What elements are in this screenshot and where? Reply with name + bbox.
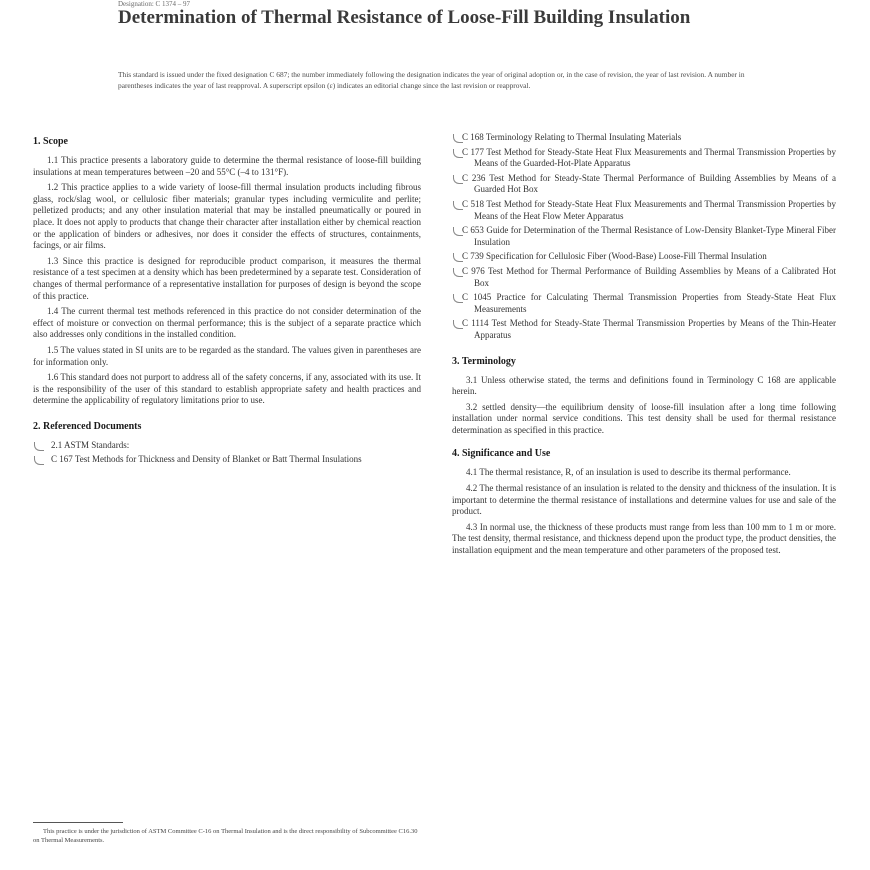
scope-paragraph: 1.2 This practice applies to a wide variety of loose-fill thermal insulation products including fibrous glass, rock/slag wool, or cellulosic fiber materials; granular types including vermiculite and perlite; pelletized products; and any other insulation material that may be installed pneumatically or poured in place. It does not apply to products that change their character after installation either by chemical reaction or the application of binders or adhesives, nor does it consider the effects of structures, containments, facings, or air films. bbox=[33, 182, 421, 251]
referenced-documents-continued bbox=[452, 132, 836, 342]
referenced-documents-list bbox=[33, 440, 421, 466]
terminology-paragraph: 3.2 settled density—the equilibrium density of loose-fill insulation after a long time following installation under normal service conditions. This test density shall be used for thermal resistance determination as specified in this practice. bbox=[452, 401, 836, 435]
reference-text: 2.1 ASTM Standards: bbox=[51, 439, 130, 450]
significance-paragraph: 4.2 The thermal resistance of an insulation is related to the density and thickness of the insulation. It is important to determine the thermal resistance of installations and determine values for use and sale of the product. bbox=[452, 483, 836, 517]
reference-item bbox=[452, 266, 836, 289]
reference-text: C 1114 Test Method for Steady-State Thermal Transmission Properties by Means of the Thin-Heater Apparatus bbox=[462, 318, 836, 340]
reference-item bbox=[452, 147, 836, 170]
section-heading-terminology: 3. Terminology bbox=[452, 355, 516, 367]
change-bar-icon bbox=[453, 253, 463, 262]
scope-paragraph: 1.1 This practice presents a laboratory guide to determine the thermal resistance of loose-fill building insulations at mean temperatures between –20 and 55°C (–4 to 131°F). bbox=[33, 155, 421, 177]
reference-text: C 1045 Practice for Calculating Thermal Transmission Properties from Steady-State Heat Flux Measurements bbox=[462, 292, 836, 314]
reference-text: C 168 Terminology Relating to Thermal Insulating Materials bbox=[462, 132, 682, 142]
significance-paragraph: 4.1 The thermal resistance, R, of an insulation is used to describe its thermal performance. bbox=[466, 467, 791, 478]
change-bar-icon bbox=[453, 294, 463, 303]
reference-item bbox=[452, 225, 836, 248]
reference-item bbox=[33, 454, 421, 466]
reference-item bbox=[452, 199, 836, 222]
reference-item bbox=[452, 251, 836, 263]
change-bar-icon bbox=[453, 320, 463, 329]
section-heading-significance: 4. Significance and Use bbox=[452, 448, 551, 460]
scope-paragraph: 1.5 The values stated in SI units are to be regarded as the standard. The values given in parentheses are for information only. bbox=[33, 344, 421, 367]
footnote: This practice is under the jurisdiction of ASTM Committee C-16 on Thermal Insulation and is the direct responsibility of Subcommittee C16.30 on Thermal Measurements. bbox=[33, 828, 418, 844]
standard-notice: This standard is issued under the fixed designation C 687; the number immediately following the designation indicates the year of original adoption or, in the case of revision, the year of last revision. A number in parentheses indicates the year of last reapproval. A superscript epsilon (ε) indicates an editorial change since the last revision or reapproval. bbox=[118, 70, 745, 90]
reference-text: C 976 Test Method for Thermal Performance of Building Assemblies by Means of a Calibrated Hot Box bbox=[462, 265, 836, 288]
reference-text: C 167 Test Methods for Thickness and Density of Blanket or Batt Thermal Insulations bbox=[51, 454, 362, 465]
reference-item bbox=[452, 318, 836, 341]
significance-paragraph: 4.3 In normal use, the thickness of these products must range from less than 100 mm to 1 m or more. The test density, thermal resistance, and thickness depend upon the product type, the product densities, the installation equipment and the mean temperature and other parameters of the proposed test. bbox=[452, 521, 836, 556]
change-bar-icon bbox=[453, 268, 463, 277]
change-bar-icon bbox=[453, 201, 463, 210]
scope-paragraph: 1.6 This standard does not purport to address all of the safety concerns, if any, associated with its use. It is the responsibility of the user of this standard to establish appropriate safety and health practices and determine the applicability of regulatory limitations prior to use. bbox=[33, 372, 421, 406]
designation-line: Designation: C 1374 – 97 bbox=[118, 0, 190, 8]
reference-item bbox=[452, 292, 836, 315]
footnote-rule bbox=[33, 822, 123, 823]
right-column bbox=[452, 132, 836, 561]
change-bar-icon bbox=[34, 456, 44, 465]
reference-item bbox=[33, 440, 421, 452]
reference-text: C 739 Specification for Cellulosic Fiber (Wood-Base) Loose-Fill Thermal Insulation bbox=[462, 251, 767, 262]
left-column bbox=[33, 132, 421, 469]
change-bar-icon bbox=[34, 442, 44, 451]
document-title: Determination of Thermal Resistance of Loose-Fill Building Insulation bbox=[118, 7, 691, 28]
change-bar-icon bbox=[453, 134, 463, 143]
reference-text: C 236 Test Method for Steady-State Thermal Performance of Building Assemblies by Means of a Guarded Hot Box bbox=[462, 172, 836, 195]
terminology-paragraph: 3.1 Unless otherwise stated, the terms and definitions found in Terminology C 168 are applicable herein. bbox=[452, 374, 836, 397]
change-bar-icon bbox=[453, 149, 463, 158]
change-bar-icon bbox=[453, 227, 463, 236]
reference-item bbox=[452, 132, 836, 144]
scope-paragraph: 1.3 Since this practice is designed for reproducible product comparison, it measures the thermal resistance of a test specimen at a density which has been predetermined by a separate test. Consideration of changes of thermal performance of a representative installation for purposes of design is beyond the scope of this practice. bbox=[33, 255, 421, 301]
reference-item bbox=[452, 173, 836, 196]
reference-text: C 518 Test Method for Steady-State Heat Flux Measurements and Thermal Transmission Properties by Means of the Heat Flow Meter Apparatus bbox=[462, 198, 836, 221]
section-heading-scope: 1. Scope bbox=[33, 136, 68, 147]
section-heading-referenced-documents: 2. Referenced Documents bbox=[33, 420, 142, 432]
scope-paragraph: 1.4 The current thermal test methods referenced in this practice do not consider determination of the effect of moisture or convection on thermal performance; this is the subject of a separate practice which also addresses only conditions in the installed condition. bbox=[33, 306, 421, 340]
reference-text: C 177 Test Method for Steady-State Heat Flux Measurements and Thermal Transmission Properties by Means of the Guarded-Hot-Plate Apparatus bbox=[462, 146, 836, 169]
change-bar-icon bbox=[453, 175, 463, 184]
reference-text: C 653 Guide for Determination of the Thermal Resistance of Low-Density Blanket-Type Mineral Fiber Insulation bbox=[462, 225, 836, 247]
